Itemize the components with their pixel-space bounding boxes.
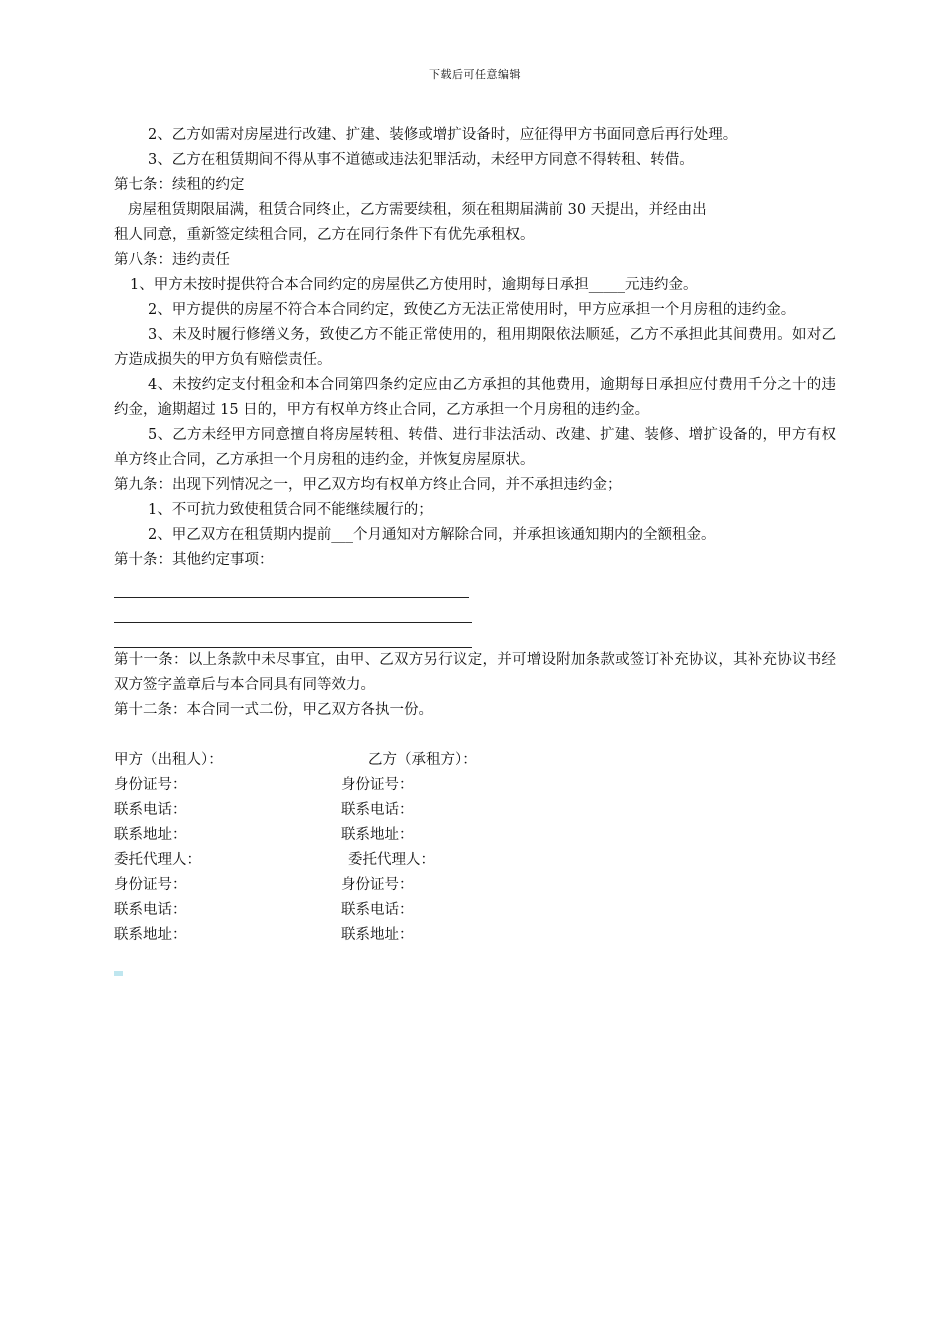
party-b-field: 联系电话： (341, 902, 414, 918)
clause-8-4: 4、未按约定支付租金和本合同第四条约定应由乙方承担的其他费用，逾期每日承担应付费用千分之十的违约金，逾期超过 15 日的，甲方有权单方终止合同，乙方承担一个月房租的违约金。 (114, 377, 836, 418)
article-8-title: 第八条：违约责任 (114, 252, 230, 268)
party-b-field: 身份证号： (341, 777, 414, 793)
party-b-field: 身份证号： (341, 877, 414, 893)
signature-row (114, 773, 836, 798)
party-b-field: 委托代理人： (348, 852, 435, 868)
blank-line (114, 573, 469, 598)
article-7-line-2: 租人同意，重新签定续租合同，乙方在同行条件下有优先承租权。 (114, 227, 535, 243)
signature-row (114, 923, 836, 948)
article-9-title: 第九条：出现下列情况之一，甲乙双方均有权单方终止合同，并不承担违约金； (114, 477, 622, 493)
clause-8-5: 5、乙方未经甲方同意擅自将房屋转租、转借、进行非法活动、改建、扩建、装修、增扩设备的，甲方有权单方终止合同，乙方承担一个月房租的违约金，并恢复房屋原状。 (114, 427, 836, 468)
signature-parties (114, 748, 836, 773)
contract-body (114, 123, 836, 948)
clause-8-1-tail: 元违约金。 (624, 277, 698, 293)
article-7-line-1: 房屋租赁期限届满，租赁合同终止，乙方需要续租，须在租期届满前 30 天提出，并经由出 (128, 202, 707, 218)
party-a-field: 身份证号： (114, 777, 187, 793)
blank-line (114, 598, 472, 623)
article-11: 第十一条：以上条款中未尽事宜，由甲、乙双方另行议定，并可增设附加条款或签订补充协议，其补充协议书经双方签字盖章后与本合同具有同等效力。 (114, 652, 836, 693)
clause-6-3: 3、乙方在租赁期间不得从事不道德或违法犯罪活动，未经甲方同意不得转租、转借。 (148, 152, 694, 168)
page-header: 下载后可任意编辑 (429, 68, 521, 81)
clause-9-2 (114, 523, 836, 548)
article-7-title: 第七条：续租的约定 (114, 177, 245, 193)
text-cursor-marker (114, 971, 123, 976)
article-12: 第十二条：本合同一式二份，甲乙双方各执一份。 (114, 702, 433, 718)
party-b-field: 联系地址： (341, 827, 414, 843)
party-a-field: 身份证号： (114, 877, 187, 893)
party-a-field: 委托代理人： (114, 852, 201, 868)
clause-9-2-tail: 个月通知对方解除合同，并承担该通知期内的全额租金。 (352, 527, 716, 543)
party-a-field: 联系电话： (114, 902, 187, 918)
party-a-label: 甲方（出租人）： (114, 752, 223, 768)
blank-line (114, 623, 472, 648)
clause-8-1-text: 1、甲方未按时提供符合本合同约定的房屋供乙方使用时，逾期每日承担 (130, 277, 589, 293)
party-b-label: 乙方（承租方）： (368, 752, 477, 768)
clause-8-3: 3、未及时履行修缮义务，致使乙方不能正常使用的，租用期限依法顺延，乙方不承担此其间费用。如对乙方造成损失的甲方负有赔偿责任。 (114, 327, 836, 368)
party-a-field: 联系地址： (114, 827, 187, 843)
clause-8-1 (114, 273, 836, 298)
signature-row (114, 873, 836, 898)
signature-row (114, 823, 836, 848)
notice-months-blank: ___ (331, 527, 353, 543)
penalty-amount-blank: _____ (588, 277, 625, 293)
party-b-field: 联系地址： (341, 927, 414, 943)
article-10-title: 第十条：其他约定事项： (114, 552, 274, 568)
clause-8-2: 2、甲方提供的房屋不符合本合同约定，致使乙方无法正常使用时，甲方应承担一个月房租的违约金。 (148, 302, 796, 318)
signature-row (114, 798, 836, 823)
clause-9-1: 1、不可抗力致使租赁合同不能继续履行的； (148, 502, 433, 518)
party-a-field: 联系地址： (114, 927, 187, 943)
clause-6-2: 2、乙方如需对房屋进行改建、扩建、装修或增扩设备时，应征得甲方书面同意后再行处理。 (148, 127, 738, 143)
signature-row (114, 898, 836, 923)
party-b-field: 联系电话： (341, 802, 414, 818)
party-a-field: 联系电话： (114, 802, 187, 818)
signature-row (114, 848, 836, 873)
clause-9-2-text: 2、甲乙双方在租赁期内提前 (148, 527, 332, 543)
